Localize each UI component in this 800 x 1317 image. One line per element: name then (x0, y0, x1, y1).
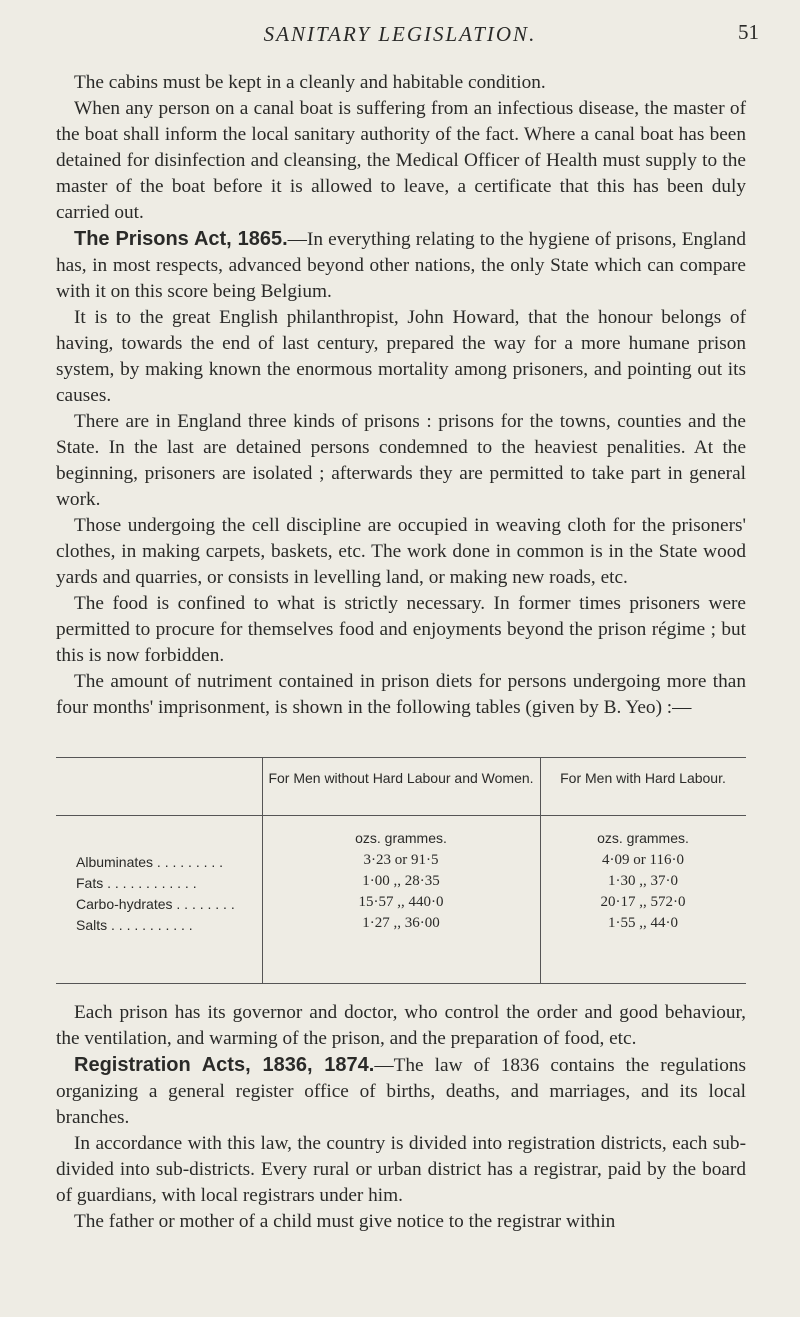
paragraph: There are in England three kinds of prisons : prisons for the towns, counties and the State. In the last are detained persons condemned to the heaviest penalities. At the beginning, prisoners are isolated ; afterwards they are permitted to take part in general work. (56, 411, 746, 510)
row-label: Salts . . . . . . . . . . . (76, 917, 193, 933)
table-cell: 1·00 ,, 28·35 (362, 873, 440, 889)
table-cell: 3·23 or 91·5 (363, 852, 439, 868)
paragraph: The amount of nutriment contained in prison diets for persons undergoing more than four months' imprisonment, is shown in the following tables (given by B. Yeo) :— (56, 671, 746, 718)
table-rule (56, 815, 746, 816)
paragraph: It is to the great English philanthropist, John Howard, that the honour belongs of having, towards the end of last century, prepared the way for a more humane prison system, by making known the enormous mortality among prisoners, and pointing out its causes. (56, 307, 746, 406)
row-label: Fats . . . . . . . . . . . . (76, 875, 197, 891)
paragraph-prisons (56, 226, 746, 305)
table-rule (262, 757, 263, 983)
paragraph: The food is confined to what is strictly necessary. In former times prisoners were permitted to procure for themselves food and enjoyments beyond the prison régime ; but this is now forbidden. (56, 593, 746, 666)
running-head: SANITARY LEGISLATION. (263, 22, 537, 46)
body-text-top (56, 70, 746, 721)
registration-text: —The law of 1836 contains the regulations organizing a general register office of births, deaths, and marriages, and its local branches. (56, 1055, 746, 1128)
paragraph: In accordance with this law, the country is divided into registration districts, each sub-divided into sub-districts. Every rural or urban district has a registrar, paid by the board of guardians, with local registrars under him. (56, 1133, 746, 1206)
prisons-text: —In everything relating to the hygiene of prisons, England has, in most respects, advanced beyond other nations, the only State which can compare with it on this score being Belgium. (56, 229, 746, 302)
section-heading-prisons: The Prisons Act, 1865. (74, 228, 288, 250)
table-cell: 15·57 ,, 440·0 (358, 894, 444, 910)
row-label: Albuminates . . . . . . . . . (76, 854, 224, 870)
paragraph: The cabins must be kept in a cleanly and habitable condition. (74, 72, 546, 93)
page-number: 51 (738, 20, 759, 44)
paragraph: When any person on a canal boat is suffering from an infectious disease, the master of the boat shall inform the local sanitary authority of the fact. Where a canal boat has been detained for disinfection and cleansing, the Medical Officer of Health must supply to the master of the boat before it is allowed to leave, a certificate that this has been duly carried out. (56, 98, 746, 223)
nutriment-table (56, 757, 746, 983)
body-text-bottom (56, 1000, 746, 1235)
paragraph: Those undergoing the cell discipline are occupied in weaving cloth for the prisoners' clothes, in making carpets, baskets, etc. The work done in common is in the State wood yards and quarries, or consists in levelling land, or making new roads, etc. (56, 515, 746, 588)
column-header: For Men with Hard Labour. (560, 770, 726, 786)
table-cell: 20·17 ,, 572·0 (600, 894, 686, 910)
section-heading-registration: Registration Acts, 1836, 1874. (74, 1054, 375, 1076)
paragraph: The father or mother of a child must give notice to the registrar within (74, 1211, 616, 1232)
table-rule (56, 983, 746, 984)
units-label: ozs. grammes. (355, 830, 447, 846)
table-cell: 1·27 ,, 36·00 (362, 915, 440, 931)
table-cell: 1·30 ,, 37·0 (608, 873, 678, 889)
column-header: For Men without Hard Labour and Women. (268, 770, 534, 786)
table-cell: 4·09 or 116·0 (602, 852, 684, 868)
paragraph-registration (56, 1052, 746, 1131)
row-label: Carbo-hydrates . . . . . . . . (76, 896, 235, 912)
units-label: ozs. grammes. (597, 830, 689, 846)
table-cell: 1·55 ,, 44·0 (608, 915, 678, 931)
table-rule (56, 757, 746, 758)
paragraph: Each prison has its governor and doctor, who control the order and good behaviour, the ventilation, and warming of the prison, and the preparation of food, etc. (56, 1002, 746, 1049)
table-rule (540, 757, 541, 983)
